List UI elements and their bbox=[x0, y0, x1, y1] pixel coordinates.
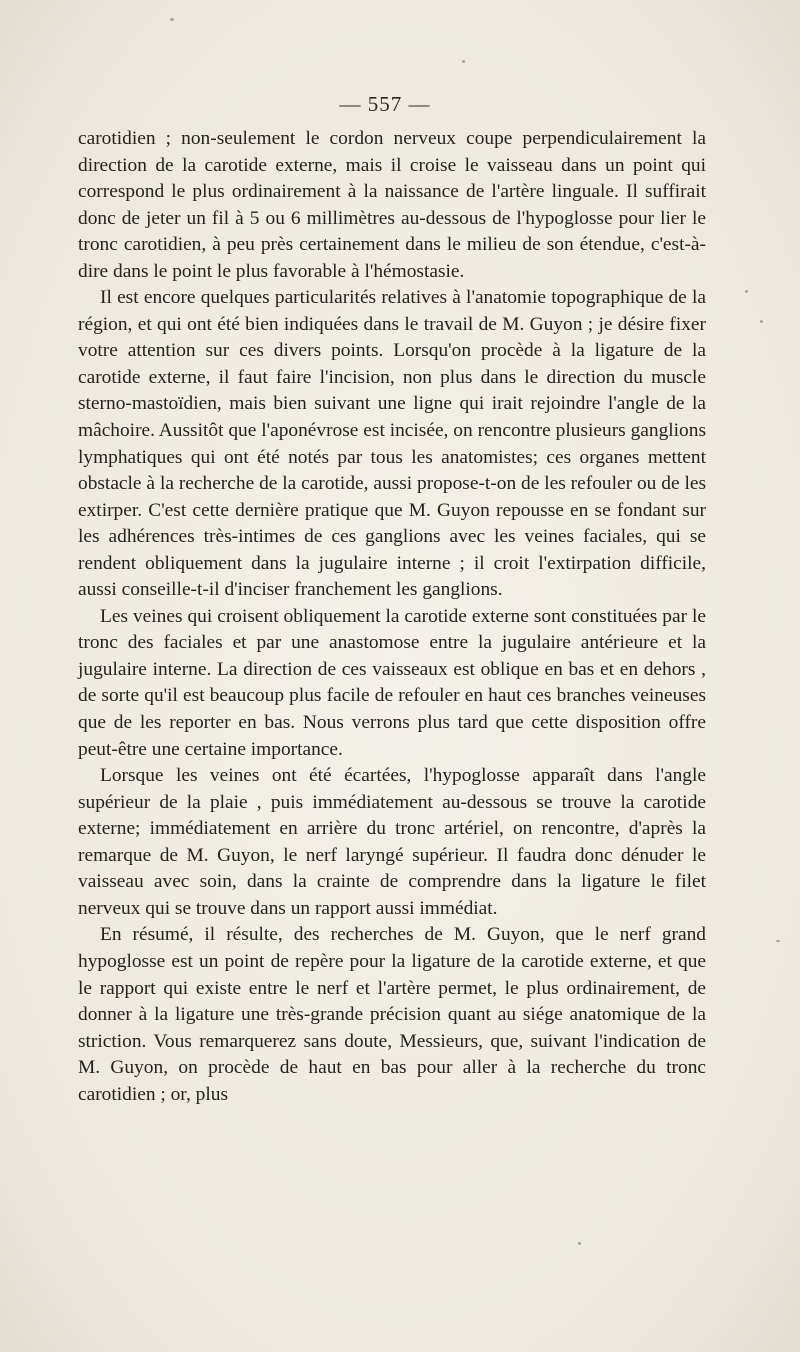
paragraph-5: En résumé, il résulte, des recherches de M. Guyon, que le nerf grand hypoglosse est un point de repère pour la ligature de la carotide externe, et que le rapport qui existe entre le nerf et l'artère permet, le plus ordinairement, de donner à la ligature une très-grande précision quant au siége anatomique de la striction. Vous remarquerez sans doute, Messieurs, que, suivant l'indication de M. Guyon, on procède de haut en bas pour aller à la recherche du tronc carotidien ; or, plus bbox=[78, 924, 706, 1105]
paper-speck bbox=[776, 940, 780, 942]
paragraph-3: Les veines qui croisent obliquement la carotide externe sont constituées par le tronc des faciales et par une anastomose entre la jugulaire antérieure et la jugulaire interne. La direction de ces vaisseaux est oblique en bas et en dehors , de sorte qu'il est beaucoup plus facile de refouler en haut ces branches veineuses que de les reporter en bas. Nous verrons plus tard que cette disposition offre peut-être une certaine importance. bbox=[78, 605, 706, 760]
body-text bbox=[78, 126, 706, 1108]
page-number-header: — 557 — bbox=[339, 92, 431, 116]
paper-speck bbox=[170, 18, 174, 21]
paragraph-1: carotidien ; non-seulement le cordon nerveux coupe perpendiculairement la direction de la carotide externe, mais il croise le vaisseau dans un point qui correspond le plus ordinairement à la naissance de l'artère linguale. Il suffirait donc de jeter un fil à 5 ou 6 millimètres au-dessous de l'hypoglosse pour lier le tronc carotidien, à peu près certainement dans le milieu de son étendue, c'est-à-dire dans le point le plus favorable à l'hémostasie. bbox=[78, 128, 706, 282]
paper-speck bbox=[760, 320, 763, 323]
paragraph-4: Lorsque les veines ont été écartées, l'hypoglosse apparaît dans l'angle supérieur de la plaie , puis immédiatement au-dessous se trouve la carotide externe; immédiatement en arrière du tronc artériel, on rencontre, d'après la remarque de M. Guyon, le nerf laryngé supérieur. Il faudra donc dénuder le vaisseau avec soin, dans la crainte de comprendre dans la ligature le filet nerveux qui se trouve dans un rapport aussi immédiat. bbox=[78, 765, 706, 919]
paper-speck bbox=[462, 60, 465, 63]
paper-speck bbox=[578, 1242, 581, 1245]
paragraph-2: Il est encore quelques particularités relatives à l'anatomie topographique de la région, et qui ont été bien indiquées dans le travail de M. Guyon ; je désire fixer votre attention sur ces divers points. Lorsqu'on procède à la ligature de la carotide externe, il faut faire l'incision, non plus dans le direction du muscle sterno-mastoïdien, mais bien suivant une ligne qui irait rejoindre l'angle de la mâchoire. Aussitôt que l'aponévrose est incisée, on rencontre plusieurs ganglions lymphatiques qui ont été notés par tous les anatomistes; ces organes mettent obstacle à la recherche de la carotide, aussi propose-t-on de les refouler ou de les extirper. C'est cette dernière pratique que M. Guyon repousse en se fondant sur les adhérences très-intimes de ces ganglions avec les veines faciales, qui se rendent obliquement dans la jugulaire interne ; il croit l'extirpation difficile, aussi conseille-t-il d'inciser franchement les ganglions. bbox=[78, 287, 706, 601]
paper-speck bbox=[745, 290, 748, 293]
